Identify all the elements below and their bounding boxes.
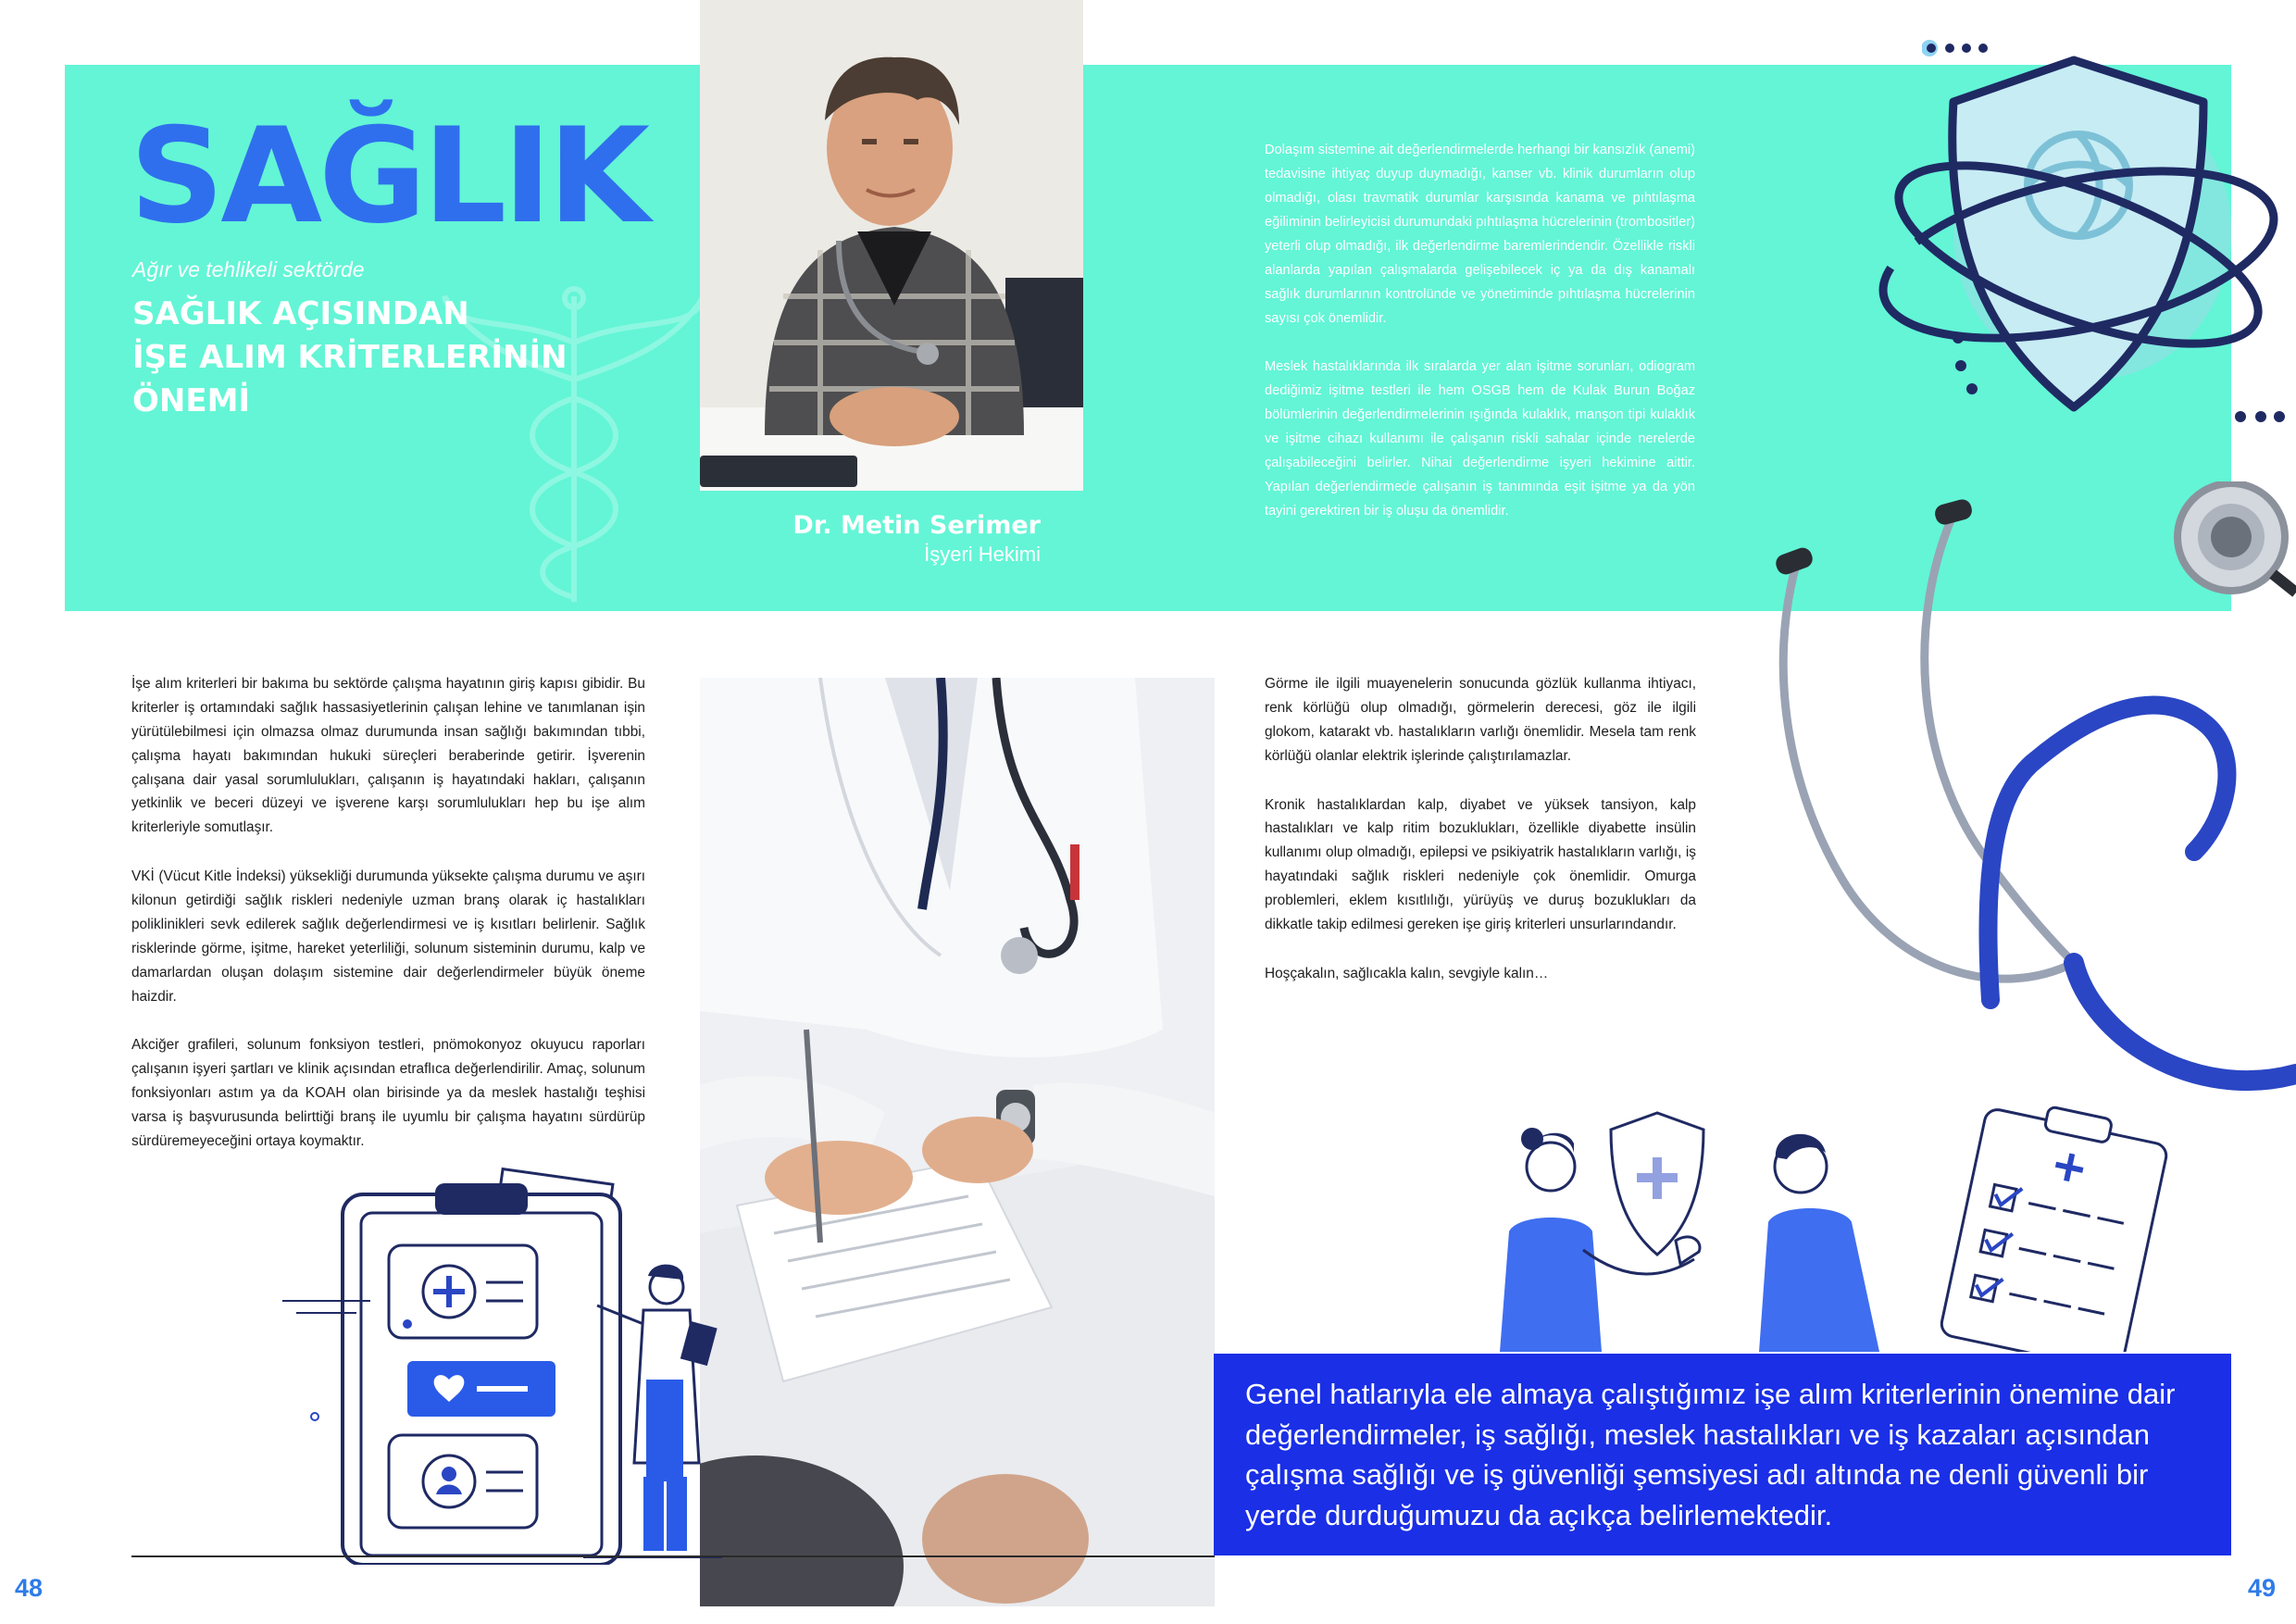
page-number-left: 48 [15,1574,44,1602]
right-column [1265,672,1696,1011]
body-paragraph: Hoşçakalın, sağlıcakla kalın, sevgiyle kalın… [1265,965,1549,981]
headline-line: ÖNEMİ [132,381,251,419]
doctor-name: Dr. Metin Serimer [792,511,1041,540]
pull-quote: Genel hatlarıyla ele almaya çalıştığımız işe alım kriterlerinin önemine dair değerlendirmeler, iş sağlığı, meslek hastalıkları ve iş kazaları açısından çalışma sağlığı ve iş güvenliği şemsiyesi adı altında ne denli güvenli bir yerde durduğumuzu da açıkça belirlemektedir. [1245,1378,2176,1532]
divider [131,1555,1215,1557]
shield-atom-icon [1861,19,2296,454]
medical-clipboard-icon [278,1157,741,1565]
intro-paragraph: Meslek hastalıklarında ilk sıralarda yer alan işitme sorunları, odiogram dediğimiz işitme testleri ile hem OSGB hem de Kulak Burun Boğaz bölümlerinin değerlendirmelerinin ışığında kulaklık, manşon tipi kulaklık ve işitme cihazı kullanımı ile çalışanın riskli sahalar içinde nerelerde çalışabileceğini belirler. Nihai değerlendirme işyeri hekimine aittir. Yapılan değerlendirmede çalışanın iş tanımında eşit işitme ya da yön tayini gerektiren bir iş oluşu da önemlidir. [1265,358,1695,518]
body-paragraph: VKİ (Vücut Kitle İndeksi) yüksekliği durumunda yüksekte çalışma durumu ve aşırı kilonun getirdiği sağlık riskleri nedeniyle uzman branş olarak iç hastalıkları poliklinikleri sevk edilerek sağlık değerlendirmesi ve iş kısıtları belirlenir. Sağlık risklerinde görme, işitme, hareket yeterliliği, solunum sisteminin durumu, kalp ve damarlardan oluşan dolaşım sistemine dair değerlendirmeler büyük öneme haizdir. [131,868,645,1005]
doctor-role: İşyeri Hekimi [924,543,1041,566]
pull-quote-box [1214,1354,2231,1555]
headline-line: İŞE ALIM KRİTERLERİNİN [132,338,568,376]
article-headline [132,293,614,423]
body-paragraph: İşe alım kriterleri bir bakıma bu sektörde çalışma hayatının giriş kapısı gibidir. Bu kriterler iş ortamındaki sağlık hassasiyetlerinin çalışan lehine ve tanımlanan işin yürütülebilmesi için olmazsa olmaz durumunda insan sağlığı bakımından tıbbi, çalışma hayatı bakımından hukuki süreçleri beraberinde getirir. İşverenin çalışana dair yasal sorumlulukları, çalışanın iş hayatındaki hakları, çalışanın yetkinlik ve beceri düzeyi ve işverene karşı sorumlulukları hep bu işe alım kriterleriyle somutlaşır. [131,676,645,836]
body-paragraph: Görme ile ilgili muayenelerin sonucunda gözlük kullanma ihtiyacı, renk körlüğü olup olmadığı, görmelerin derecesi, göz ile ilgili glokom, katarakt vb. hastalıkların varlığı önemlidir. Mesela tam renk körlüğü olanlar elektrik işlerinde çalıştırılamazlar. [1265,676,1696,764]
headline-line: SAĞLIK AÇISINDAN [132,295,469,332]
page-number-right: 49 [2248,1574,2277,1602]
doctor-portrait-image [700,0,1083,491]
body-paragraph: Akciğer grafileri, solunum fonksiyon testleri, pnömokonyoz okuyucu raporları çalışanın işyeri şartları ve klinik açısından etraflıca değerlendirilir. Amaç, solunum fonksiyonları astım ya da KOAH olan birisinde ya da meslek hastalığı teşhisi varsa iş başvurusunda belirttiği branş ile uyumlu bir çalışma hayatını sürdürüp sürdüremeyeceğini ortaya koymaktır. [131,1037,645,1149]
subtitle-italic: Ağır ve tehlikeli sektörde [132,257,365,281]
body-paragraph: Kronik hastalıklardan kalp, diyabet ve yüksek tansiyon, kalp hastalıkları ve kalp ritim bozuklukları, özellikle diyabette insülin kullanımı olup olmadığı, epilepsi ve psikiyatrik hastalıkların varlığı, iş hayatındaki sağlık riskleri nedeniyle çok önemlidir. Omurga problemleri, eklem kısıtlılığı, yürüyüş ve duruş bozuklukları da dikkatle takip edilmesi gereken işe giriş kriterleri unsurlarındandır. [1265,796,1696,932]
doctor-writing-photo [700,678,1215,1606]
doctor-portrait [700,0,1083,491]
left-column [131,672,645,1179]
page-title: SAĞLIK [130,100,647,253]
intro-paragraph: Dolaşım sistemine ait değerlendirmelerde herhangi bir kansızlık (anemi) tedavisine ihtiyaç duyup duymadığı, kanser vb. klinik durumların olup olmadığı, olası travmatik durumlar karşısında kanama ve pıhtılaşma eğiliminin belirleyicisi durumundaki pıhtılaşma hücrelerinin (trombositler) yeterli olup olmadığı, ilk değerlendirme baremlerindendir. Özellikle riskli alanlarda yapılan çalışmalarda gelişebilecek iç ya da dış kanamalı sağlık durumlarının kontrolünde ve yönetiminde pıhtılaşma hücrelerinin sayısı çok önemlidir. [1265,143,1695,326]
stethoscope-icon [1759,481,2296,1185]
doctor-writing-image [700,678,1215,1606]
checklist-icon [1940,1102,2172,1352]
intro-text [1265,139,1695,548]
patient-care-illustration [1481,1102,2240,1352]
